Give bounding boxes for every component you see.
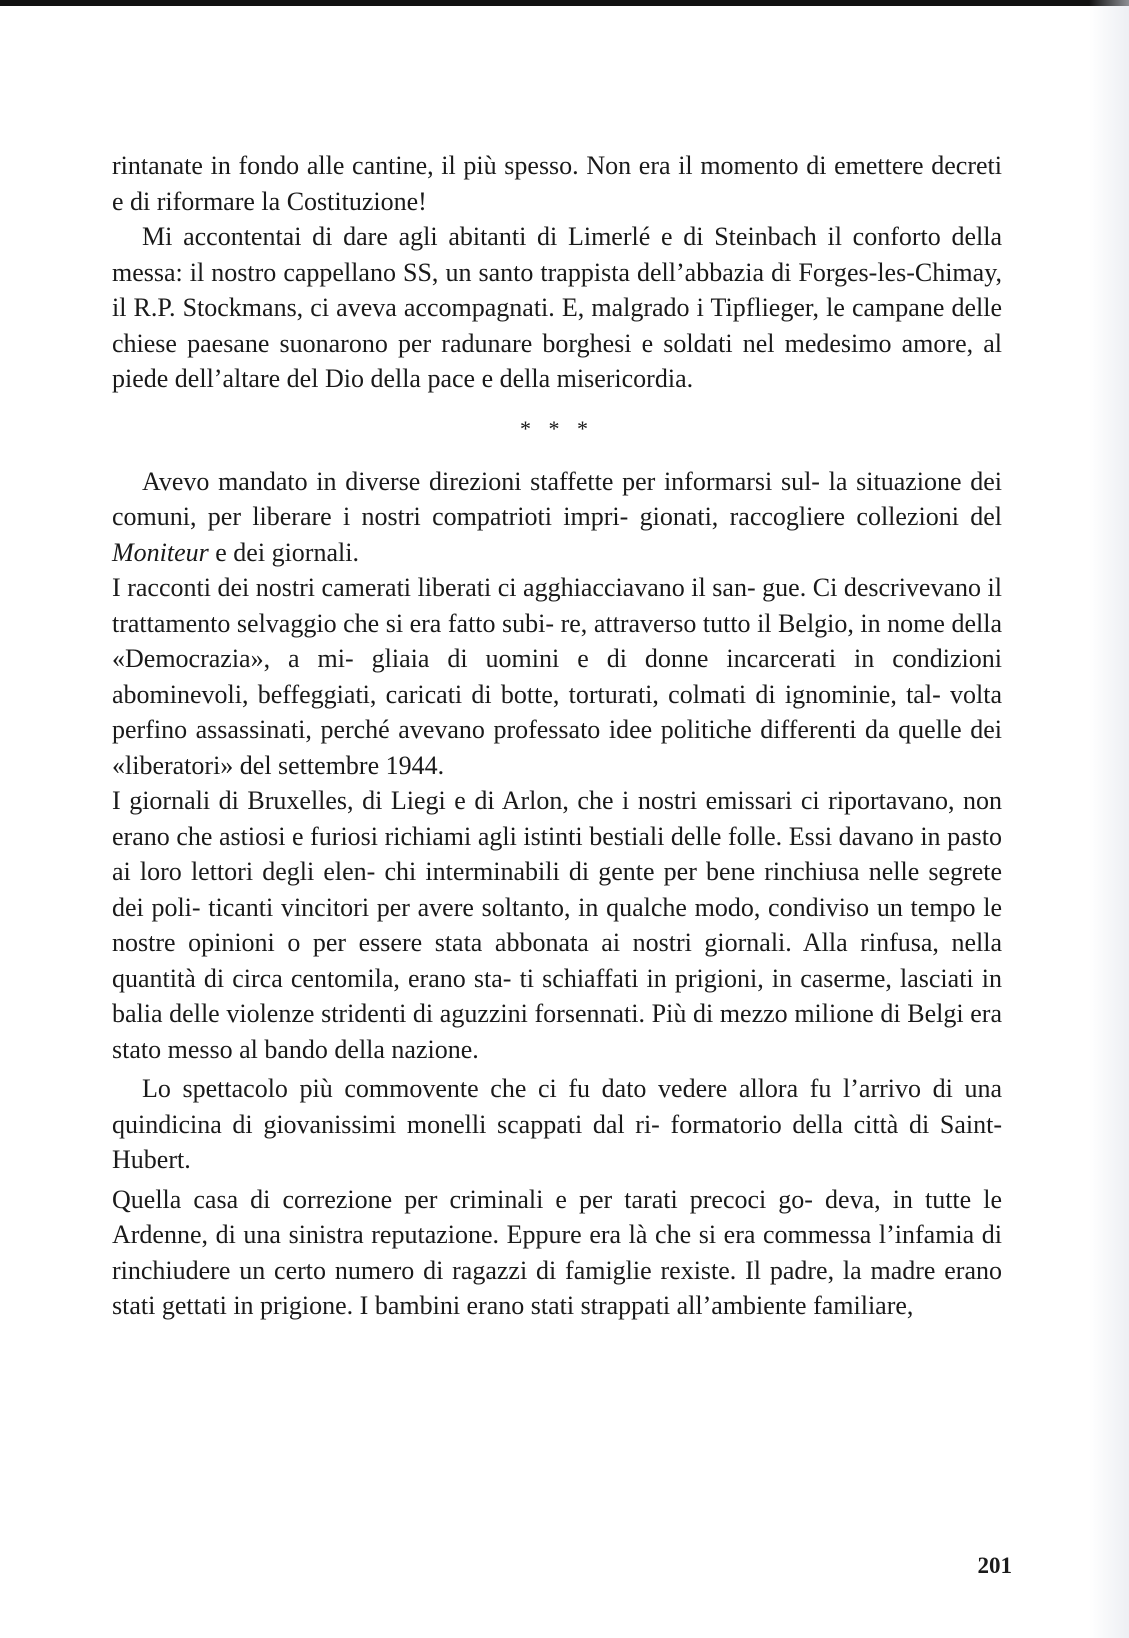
paragraph-3 xyxy=(112,464,1002,571)
text-line: I giornali di Bruxelles, di Liegi e di Arlon, che i nostri emissari xyxy=(112,786,793,815)
text-line: differenti da quelle dei «liberatori» del settembre 1944. xyxy=(112,715,1002,780)
paragraph-6 xyxy=(112,1071,1002,1178)
text-line: rintanate in fondo alle cantine, il più spesso. Non era il momento xyxy=(112,151,799,180)
text-line: chi interminabili di gente per bene rinchiusa nelle segrete dei poli- xyxy=(112,857,1003,922)
text-body xyxy=(112,148,1002,1324)
text-line: stridenti di aguzzini forsennati. Più di mezzo milione di Belgi era xyxy=(321,999,1002,1028)
paragraph-4 xyxy=(112,570,1002,783)
text-line: di emettere decreti e di riformare la Costituzione! xyxy=(112,151,1002,216)
text-line: volta perfino assassinati, perché avevano professato idee politiche xyxy=(112,679,1002,744)
paragraph-7 xyxy=(112,1182,1002,1324)
text-line: di ragazzi di famiglie rexiste. Il padre, la madre erano stati gettati xyxy=(112,1255,1002,1320)
paragraph-2 xyxy=(112,219,1002,397)
text-line: gue. Ci descrivevano il trattamento selvaggio che si era fatto subi- xyxy=(112,573,1002,638)
text-line: tempo le nostre opinioni o per essere stata abbonata ai nostri xyxy=(112,892,1002,957)
text-line: Mi accontentai di dare agli abitanti di Limerlé e di Steinbach il xyxy=(142,222,842,251)
text-line: dell’abbazia di Forges-les-Chimay, il R.P. Stockmans, ci aveva xyxy=(112,257,1003,322)
page-edge-shadow xyxy=(1089,0,1129,1638)
text-line: là che si era commessa l’infamia di rinchiudere un certo numero xyxy=(112,1220,1003,1285)
text-line: I racconti dei nostri camerati liberati ci agghiacciavano il san- xyxy=(112,573,756,602)
paragraph-1 xyxy=(112,148,1002,219)
text-line: la situazione dei comuni, per liberare i nostri compatrioti impri- xyxy=(112,466,1003,531)
section-separator: * * * xyxy=(520,415,594,441)
text-line: Avevo mandato in diverse direzioni staffette per informarsi sul- xyxy=(142,466,820,496)
text-line: deva, in tutte le Ardenne, di una sinistra reputazione. Eppure era xyxy=(112,1184,1003,1249)
text-line: giornali. Alla rinfusa, nella quantità di circa centomila, erano sta- xyxy=(112,928,1002,993)
text-line: gliaia di uomini e di donne incarcerati in condizioni abominevoli, xyxy=(112,644,1002,709)
text-line: ci riportavano, non erano che astiosi e furiosi richiami agli istinti xyxy=(112,786,1003,851)
text-line: accompagnati. E, malgrado i Tipflieger, le campane delle chiese xyxy=(112,293,1002,358)
italic-title: Moniteur xyxy=(112,537,209,567)
text-line: in prigione. I bambini erano stati strappati all’ambiente familiare, xyxy=(233,1291,914,1320)
text-line: paesane suonarono per radunare borghesi e soldati nel medesimo xyxy=(187,328,892,358)
text-line: amore, al piede dell’altare del Dio della pace e della misericordia. xyxy=(112,328,1003,393)
text-line: beffeggiati, caricati di botte, torturati, colmati di ignominie, tal- xyxy=(257,679,941,709)
page-number: 201 xyxy=(977,1553,1012,1578)
paragraph-5 xyxy=(112,783,1002,1067)
text-line: Lo spettacolo più commovente che ci fu dato vedere allora fu xyxy=(142,1074,832,1103)
text-line: re, attraverso tutto il Belgio, in nome della «Democrazia», a mi- xyxy=(112,608,1003,673)
text-line: ti schiaffati in prigioni, in caserme, lasciati in balia delle violenze xyxy=(112,963,1002,1028)
page-top-rule xyxy=(0,0,1129,6)
text-line: formatorio della città di Saint-Hubert. xyxy=(112,1109,1003,1174)
text-line: Quella casa di correzione per criminali e per tarati precoci go- xyxy=(112,1184,813,1214)
text-line: bestiali delle folle. Essi davano in pasto ai loro lettori degli elen- xyxy=(112,821,1003,886)
text-line: l’arrivo di una quindicina di giovanissimi monelli scappati dal ri- xyxy=(112,1074,1002,1139)
text-line: conforto della messa: il nostro cappellano SS, un santo trappista xyxy=(112,222,1003,287)
text-line: e dei giornali. xyxy=(208,537,359,567)
text-line: gionati, raccogliere collezioni del xyxy=(639,502,1002,531)
text-line: ticanti vincitori per avere soltanto, in qualche modo, condiviso un xyxy=(208,892,903,922)
text-line: stato messo al bando della nazione. xyxy=(112,1034,479,1064)
